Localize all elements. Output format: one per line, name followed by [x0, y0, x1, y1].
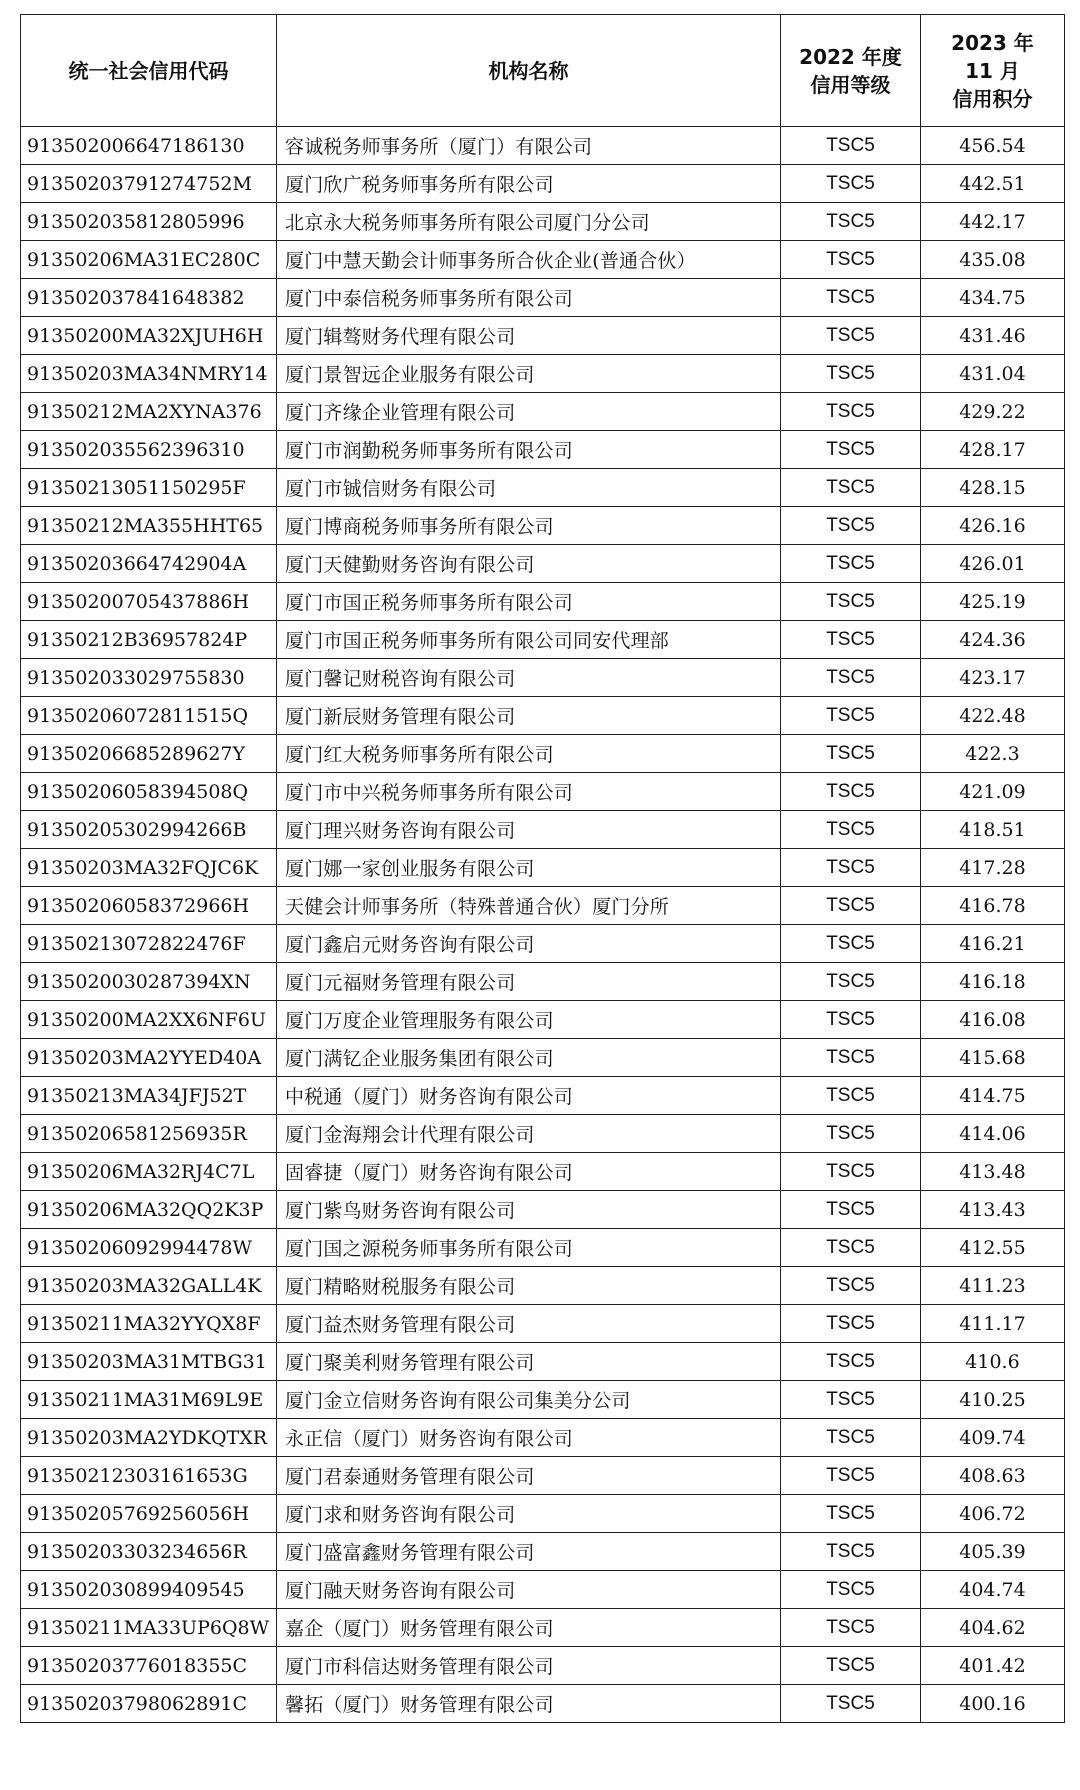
cell-code: 913502035812805996 — [21, 203, 277, 241]
cell-score: 423.17 — [921, 659, 1065, 697]
cell-grade: TSC5 — [781, 165, 921, 203]
cell-grade: TSC5 — [781, 507, 921, 545]
cell-code: 9135020030287394XN — [21, 963, 277, 1001]
cell-grade: TSC5 — [781, 1191, 921, 1229]
cell-score: 426.16 — [921, 507, 1065, 545]
cell-grade: TSC5 — [781, 1001, 921, 1039]
cell-name: 厦门精略财税服务有限公司 — [277, 1267, 781, 1305]
cell-score: 413.48 — [921, 1153, 1065, 1191]
table-row — [21, 1267, 1065, 1305]
cell-name: 厦门中泰信税务师事务所有限公司 — [277, 279, 781, 317]
cell-grade: TSC5 — [781, 849, 921, 887]
cell-grade: TSC5 — [781, 1153, 921, 1191]
table-row — [21, 1495, 1065, 1533]
cell-name: 厦门益杰财务管理有限公司 — [277, 1305, 781, 1343]
cell-grade: TSC5 — [781, 887, 921, 925]
table-row — [21, 165, 1065, 203]
cell-score: 422.3 — [921, 735, 1065, 773]
cell-code: 91350200MA2XX6NF6U — [21, 1001, 277, 1039]
cell-name: 厦门市国正税务师事务所有限公司同安代理部 — [277, 621, 781, 659]
cell-score: 425.19 — [921, 583, 1065, 621]
cell-name: 厦门市润勤税务师事务所有限公司 — [277, 431, 781, 469]
cell-score: 404.62 — [921, 1609, 1065, 1647]
cell-code: 91350203776018355C — [21, 1647, 277, 1685]
cell-score: 456.54 — [921, 127, 1065, 165]
table-row — [21, 1305, 1065, 1343]
table-row — [21, 1115, 1065, 1153]
cell-name: 厦门天健勤财务咨询有限公司 — [277, 545, 781, 583]
cell-grade: TSC5 — [781, 127, 921, 165]
cell-name: 厦门紫鸟财务咨询有限公司 — [277, 1191, 781, 1229]
table-row — [21, 279, 1065, 317]
cell-score: 405.39 — [921, 1533, 1065, 1571]
cell-name: 厦门市铖信财务有限公司 — [277, 469, 781, 507]
table-row — [21, 1343, 1065, 1381]
cell-code: 91350203791274752M — [21, 165, 277, 203]
cell-grade: TSC5 — [781, 1419, 921, 1457]
cell-score: 408.63 — [921, 1457, 1065, 1495]
cell-score: 426.01 — [921, 545, 1065, 583]
cell-grade: TSC5 — [781, 1571, 921, 1609]
cell-grade: TSC5 — [781, 203, 921, 241]
cell-score: 424.36 — [921, 621, 1065, 659]
cell-code: 913502037841648382 — [21, 279, 277, 317]
cell-grade: TSC5 — [781, 811, 921, 849]
table-row — [21, 697, 1065, 735]
cell-code: 91350205302994266B — [21, 811, 277, 849]
cell-score: 434.75 — [921, 279, 1065, 317]
table-row — [21, 1001, 1065, 1039]
cell-score: 421.09 — [921, 773, 1065, 811]
table-row — [21, 127, 1065, 165]
cell-code: 91350206092994478W — [21, 1229, 277, 1267]
cell-code: 913502035562396310 — [21, 431, 277, 469]
cell-grade: TSC5 — [781, 773, 921, 811]
table-row — [21, 393, 1065, 431]
cell-code: 91350213072822476F — [21, 925, 277, 963]
table-row — [21, 241, 1065, 279]
cell-grade: TSC5 — [781, 1609, 921, 1647]
cell-name: 厦门市科信达财务管理有限公司 — [277, 1647, 781, 1685]
cell-name: 厦门景智远企业服务有限公司 — [277, 355, 781, 393]
cell-score: 429.22 — [921, 393, 1065, 431]
cell-name: 厦门中慧天勤会计师事务所合伙企业(普通合伙） — [277, 241, 781, 279]
cell-name: 厦门国之源税务师事务所有限公司 — [277, 1229, 781, 1267]
cell-grade: TSC5 — [781, 1229, 921, 1267]
cell-name: 厦门新辰财务管理有限公司 — [277, 697, 781, 735]
cell-score: 416.21 — [921, 925, 1065, 963]
cell-code: 91350213MA34JFJ52T — [21, 1077, 277, 1115]
cell-code: 91350212MA355HHT65 — [21, 507, 277, 545]
credit-table-sheet — [20, 14, 1064, 1723]
cell-code: 91350212MA2XYNA376 — [21, 393, 277, 431]
cell-code: 913502006647186130 — [21, 127, 277, 165]
cell-grade: TSC5 — [781, 1115, 921, 1153]
cell-code: 91350213051150295F — [21, 469, 277, 507]
cell-code: 91350206058372966H — [21, 887, 277, 925]
cell-grade: TSC5 — [781, 355, 921, 393]
cell-score: 414.06 — [921, 1115, 1065, 1153]
cell-code: 91350203MA32GALL4K — [21, 1267, 277, 1305]
cell-grade: TSC5 — [781, 1457, 921, 1495]
cell-code: 91350203664742904A — [21, 545, 277, 583]
cell-grade: TSC5 — [781, 317, 921, 355]
cell-grade: TSC5 — [781, 545, 921, 583]
cell-score: 416.18 — [921, 963, 1065, 1001]
cell-grade: TSC5 — [781, 241, 921, 279]
cell-score: 404.74 — [921, 1571, 1065, 1609]
cell-code: 91350203MA32FQJC6K — [21, 849, 277, 887]
table-body — [21, 127, 1065, 1723]
cell-grade: TSC5 — [781, 1381, 921, 1419]
cell-name: 厦门红大税务师事务所有限公司 — [277, 735, 781, 773]
cell-score: 411.23 — [921, 1267, 1065, 1305]
cell-score: 422.48 — [921, 697, 1065, 735]
cell-score: 435.08 — [921, 241, 1065, 279]
cell-score: 413.43 — [921, 1191, 1065, 1229]
cell-grade: TSC5 — [781, 393, 921, 431]
table-row — [21, 203, 1065, 241]
cell-code: 91350205769256056H — [21, 1495, 277, 1533]
cell-name: 厦门市中兴税务师事务所有限公司 — [277, 773, 781, 811]
cell-name: 厦门君泰通财务管理有限公司 — [277, 1457, 781, 1495]
cell-code: 91350206685289627Y — [21, 735, 277, 773]
cell-code: 91350203MA34NMRY14 — [21, 355, 277, 393]
header-score-line3: 信用积分 — [952, 86, 1033, 111]
table-row — [21, 963, 1065, 1001]
cell-name: 厦门博商税务师事务所有限公司 — [277, 507, 781, 545]
cell-score: 406.72 — [921, 1495, 1065, 1533]
table-row — [21, 1533, 1065, 1571]
cell-grade: TSC5 — [781, 1533, 921, 1571]
header-grade — [781, 15, 921, 127]
cell-score: 414.75 — [921, 1077, 1065, 1115]
cell-score: 416.08 — [921, 1001, 1065, 1039]
table-row — [21, 621, 1065, 659]
table-row — [21, 1419, 1065, 1457]
cell-grade: TSC5 — [781, 583, 921, 621]
cell-grade: TSC5 — [781, 431, 921, 469]
cell-code: 91350203303234656R — [21, 1533, 277, 1571]
cell-code: 91350203MA31MTBG31 — [21, 1343, 277, 1381]
header-row — [21, 15, 1065, 127]
cell-name: 固睿捷（厦门）财务咨询有限公司 — [277, 1153, 781, 1191]
cell-name: 厦门盛富鑫财务管理有限公司 — [277, 1533, 781, 1571]
cell-code: 913502033029755830 — [21, 659, 277, 697]
cell-score: 412.55 — [921, 1229, 1065, 1267]
cell-grade: TSC5 — [781, 735, 921, 773]
cell-grade: TSC5 — [781, 621, 921, 659]
cell-name: 厦门娜一家创业服务有限公司 — [277, 849, 781, 887]
table-row — [21, 659, 1065, 697]
table-row — [21, 887, 1065, 925]
cell-code: 91350206MA31EC280C — [21, 241, 277, 279]
cell-code: 91350203798062891C — [21, 1685, 277, 1723]
table-row — [21, 1647, 1065, 1685]
cell-name: 厦门理兴财务咨询有限公司 — [277, 811, 781, 849]
cell-score: 409.74 — [921, 1419, 1065, 1457]
cell-grade: TSC5 — [781, 1267, 921, 1305]
cell-code: 91350206MA32QQ2K3P — [21, 1191, 277, 1229]
cell-score: 442.17 — [921, 203, 1065, 241]
cell-name: 厦门金立信财务咨询有限公司集美分公司 — [277, 1381, 781, 1419]
table-row — [21, 1039, 1065, 1077]
cell-code: 91350206MA32RJ4C7L — [21, 1153, 277, 1191]
table-row — [21, 583, 1065, 621]
table-row — [21, 431, 1065, 469]
cell-score: 401.42 — [921, 1647, 1065, 1685]
cell-code: 91350206058394508Q — [21, 773, 277, 811]
cell-name: 厦门辑骜财务代理有限公司 — [277, 317, 781, 355]
cell-grade: TSC5 — [781, 1343, 921, 1381]
cell-name: 永正信（厦门）财务咨询有限公司 — [277, 1419, 781, 1457]
table-header — [21, 15, 1065, 127]
cell-code: 91350203MA2YYED40A — [21, 1039, 277, 1077]
cell-name: 厦门元福财务管理有限公司 — [277, 963, 781, 1001]
cell-grade: TSC5 — [781, 1077, 921, 1115]
table-row — [21, 355, 1065, 393]
cell-code: 91350212B36957824P — [21, 621, 277, 659]
table-row — [21, 811, 1065, 849]
cell-score: 442.51 — [921, 165, 1065, 203]
cell-name: 厦门齐缘企业管理有限公司 — [277, 393, 781, 431]
header-name: 机构名称 — [277, 15, 781, 127]
cell-score: 418.51 — [921, 811, 1065, 849]
cell-grade: TSC5 — [781, 925, 921, 963]
cell-score: 428.15 — [921, 469, 1065, 507]
table-row — [21, 849, 1065, 887]
cell-code: 91350211MA31M69L9E — [21, 1381, 277, 1419]
cell-grade: TSC5 — [781, 1305, 921, 1343]
table-row — [21, 773, 1065, 811]
cell-code: 913502030899409545 — [21, 1571, 277, 1609]
header-grade-line2: 信用等级 — [810, 72, 891, 97]
cell-score: 410.6 — [921, 1343, 1065, 1381]
credit-score-table — [20, 14, 1065, 1723]
table-row — [21, 507, 1065, 545]
cell-name: 厦门求和财务咨询有限公司 — [277, 1495, 781, 1533]
cell-grade: TSC5 — [781, 659, 921, 697]
table-row — [21, 1457, 1065, 1495]
table-row — [21, 1077, 1065, 1115]
cell-name: 厦门聚美利财务管理有限公司 — [277, 1343, 781, 1381]
cell-grade: TSC5 — [781, 279, 921, 317]
cell-name: 嘉企（厦门）财务管理有限公司 — [277, 1609, 781, 1647]
cell-name: 天健会计师事务所（特殊普通合伙）厦门分所 — [277, 887, 781, 925]
cell-code: 91350200705437886H — [21, 583, 277, 621]
table-row — [21, 1685, 1065, 1723]
cell-name: 厦门馨记财税咨询有限公司 — [277, 659, 781, 697]
cell-code: 91350211MA33UP6Q8W — [21, 1609, 277, 1647]
cell-name: 厦门满钇企业服务集团有限公司 — [277, 1039, 781, 1077]
cell-name: 厦门融天财务咨询有限公司 — [277, 1571, 781, 1609]
table-row — [21, 1609, 1065, 1647]
cell-code: 91350211MA32YYQX8F — [21, 1305, 277, 1343]
cell-name: 厦门欣广税务师事务所有限公司 — [277, 165, 781, 203]
cell-name: 北京永大税务师事务所有限公司厦门分公司 — [277, 203, 781, 241]
table-row — [21, 469, 1065, 507]
cell-code: 91350212303161653G — [21, 1457, 277, 1495]
cell-score: 415.68 — [921, 1039, 1065, 1077]
table-row — [21, 925, 1065, 963]
cell-score: 431.46 — [921, 317, 1065, 355]
table-row — [21, 545, 1065, 583]
cell-code: 91350206581256935R — [21, 1115, 277, 1153]
table-row — [21, 1191, 1065, 1229]
cell-grade: TSC5 — [781, 963, 921, 1001]
cell-score: 400.16 — [921, 1685, 1065, 1723]
cell-score: 428.17 — [921, 431, 1065, 469]
header-score-line1: 2023 年 — [951, 30, 1034, 55]
cell-name: 厦门鑫启元财务咨询有限公司 — [277, 925, 781, 963]
table-row — [21, 1229, 1065, 1267]
header-grade-line1: 2022 年度 — [799, 44, 902, 69]
cell-grade: TSC5 — [781, 1039, 921, 1077]
table-row — [21, 1381, 1065, 1419]
cell-score: 411.17 — [921, 1305, 1065, 1343]
cell-name: 馨拓（厦门）财务管理有限公司 — [277, 1685, 781, 1723]
cell-score: 431.04 — [921, 355, 1065, 393]
cell-grade: TSC5 — [781, 469, 921, 507]
cell-name: 厦门金海翔会计代理有限公司 — [277, 1115, 781, 1153]
header-score-line2: 11 月 — [965, 58, 1020, 83]
cell-grade: TSC5 — [781, 1647, 921, 1685]
cell-grade: TSC5 — [781, 1495, 921, 1533]
table-row — [21, 317, 1065, 355]
cell-code: 91350203MA2YDKQTXR — [21, 1419, 277, 1457]
table-row — [21, 1153, 1065, 1191]
header-score — [921, 15, 1065, 127]
cell-score: 417.28 — [921, 849, 1065, 887]
header-code: 统一社会信用代码 — [21, 15, 277, 127]
table-row — [21, 1571, 1065, 1609]
table-row — [21, 735, 1065, 773]
cell-name: 厦门万度企业管理服务有限公司 — [277, 1001, 781, 1039]
cell-code: 91350206072811515Q — [21, 697, 277, 735]
cell-score: 410.25 — [921, 1381, 1065, 1419]
cell-grade: TSC5 — [781, 697, 921, 735]
cell-name: 容诚税务师事务所（厦门）有限公司 — [277, 127, 781, 165]
cell-name: 中税通（厦门）财务咨询有限公司 — [277, 1077, 781, 1115]
cell-score: 416.78 — [921, 887, 1065, 925]
cell-code: 91350200MA32XJUH6H — [21, 317, 277, 355]
cell-name: 厦门市国正税务师事务所有限公司 — [277, 583, 781, 621]
cell-grade: TSC5 — [781, 1685, 921, 1723]
